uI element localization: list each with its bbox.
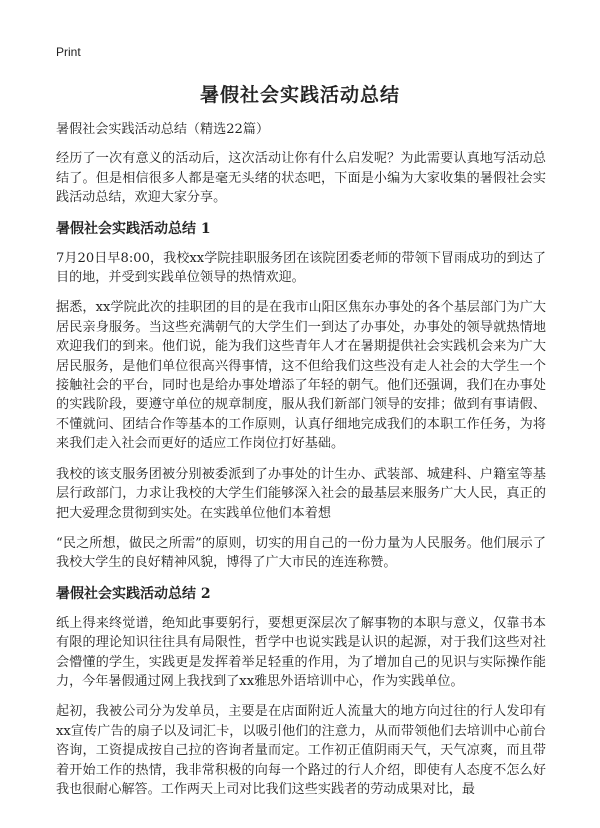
document-body	[56, 120, 546, 810]
section-heading: 暑假社会实践活动总结 1	[56, 220, 211, 237]
paragraph: 据悉，xx学院此次的挂职团的目的是在我市山阳区焦东办事处的各个基层部门为广大居民亲身服务。当这些充满朝气的大学生们一到达了办事处，办事处的领导就热情地欢迎我们的到来。他们说，能为我们这些青年人才在暑期提供社会实践机会来为广大居民服务，是他们单位很高兴得事情，这不但给我们这些没有走人社会的大学生一个接触社会的平台，同时也是给办事处增添了年轻的朝气。他们还强调，我们在办事处的实践阶段，要遵守单位的规章制度，服从我们新部门领导的安排；做到有事请假、不懂就问、团结合作等基本的工作原则，认真仔细地完成我们的本职工作任务，为将来我们走入社会而更好的适应工作岗位打好基础。	[56, 300, 546, 452]
document-subtitle: 暑假社会实践活动总结（精选22篇）	[56, 122, 270, 137]
page-title: 暑假社会实践活动总结	[199, 84, 400, 106]
section-heading: 暑假社会实践活动总结 2	[56, 585, 211, 602]
paragraph: 纸上得来终觉谱，绝知此事要躬行，要想更深层次了解事物的本职与意义，仅靠书本有限的理论知识往往具有局限性，哲学中也说实践是认识的起源，对于我们这些对社会懵懂的学生，实践更是发挥着举足轻重的作用，为了增加自己的见识与实际操作能力，今年暑假通过网上我找到了xx雅思外语培训中心，作为实践单位。	[56, 615, 546, 689]
paragraph: 起初，我被公司分为发单员，主要是在店面附近人流量大的地方向过往的行人发印有xx宣传广告的扇子以及词汇卡，以吸引他们的注意力，从而带领他们去培训中心前台咨询，工资提成按自己拉的咨询者量而定。工作初正值阴雨天气，天气凉爽，而且带着开始工作的热情，我非常积极的向每一个路过的行人介绍，即使有人态度不怎么好我也很耐心解答。工作两天上司对比我们这些实践者的劳动成果对比，最	[56, 704, 546, 797]
section-2	[56, 584, 546, 800]
paragraph: 我校的该支服务团被分别被委派到了办事处的计生办、武装部、城建科、户籍室等基层行政部门，力求让我校的大学生们能够深入社会的最基层来服务广大人民，真正的把大爱理念贯彻到实处。在实践单位他们本着想	[56, 466, 546, 521]
intro-paragraph: 经历了一次有意义的活动后，这次活动让你有什么启发呢？为此需要认真地写活动总结了。但是相信很多人都是毫无头绪的状态吧，下面是小编为大家收集的暑假社会实践活动总结，欢迎大家分享。	[56, 151, 546, 206]
paragraph: “民之所想，做民之所需”的原则，切实的用自己的一份力量为人民服务。他们展示了我校大学生的良好精神风貌，博得了广大市民的连连称赞。	[56, 535, 546, 571]
print-link[interactable]: Print	[56, 45, 81, 59]
section-1	[56, 219, 546, 573]
paragraph: 7月20日早8:00，我校xx学院挂职服务团在该院团委老师的带领下冒雨成功的到达了目的地，并受到实践单位领导的热情欢迎。	[56, 250, 546, 286]
